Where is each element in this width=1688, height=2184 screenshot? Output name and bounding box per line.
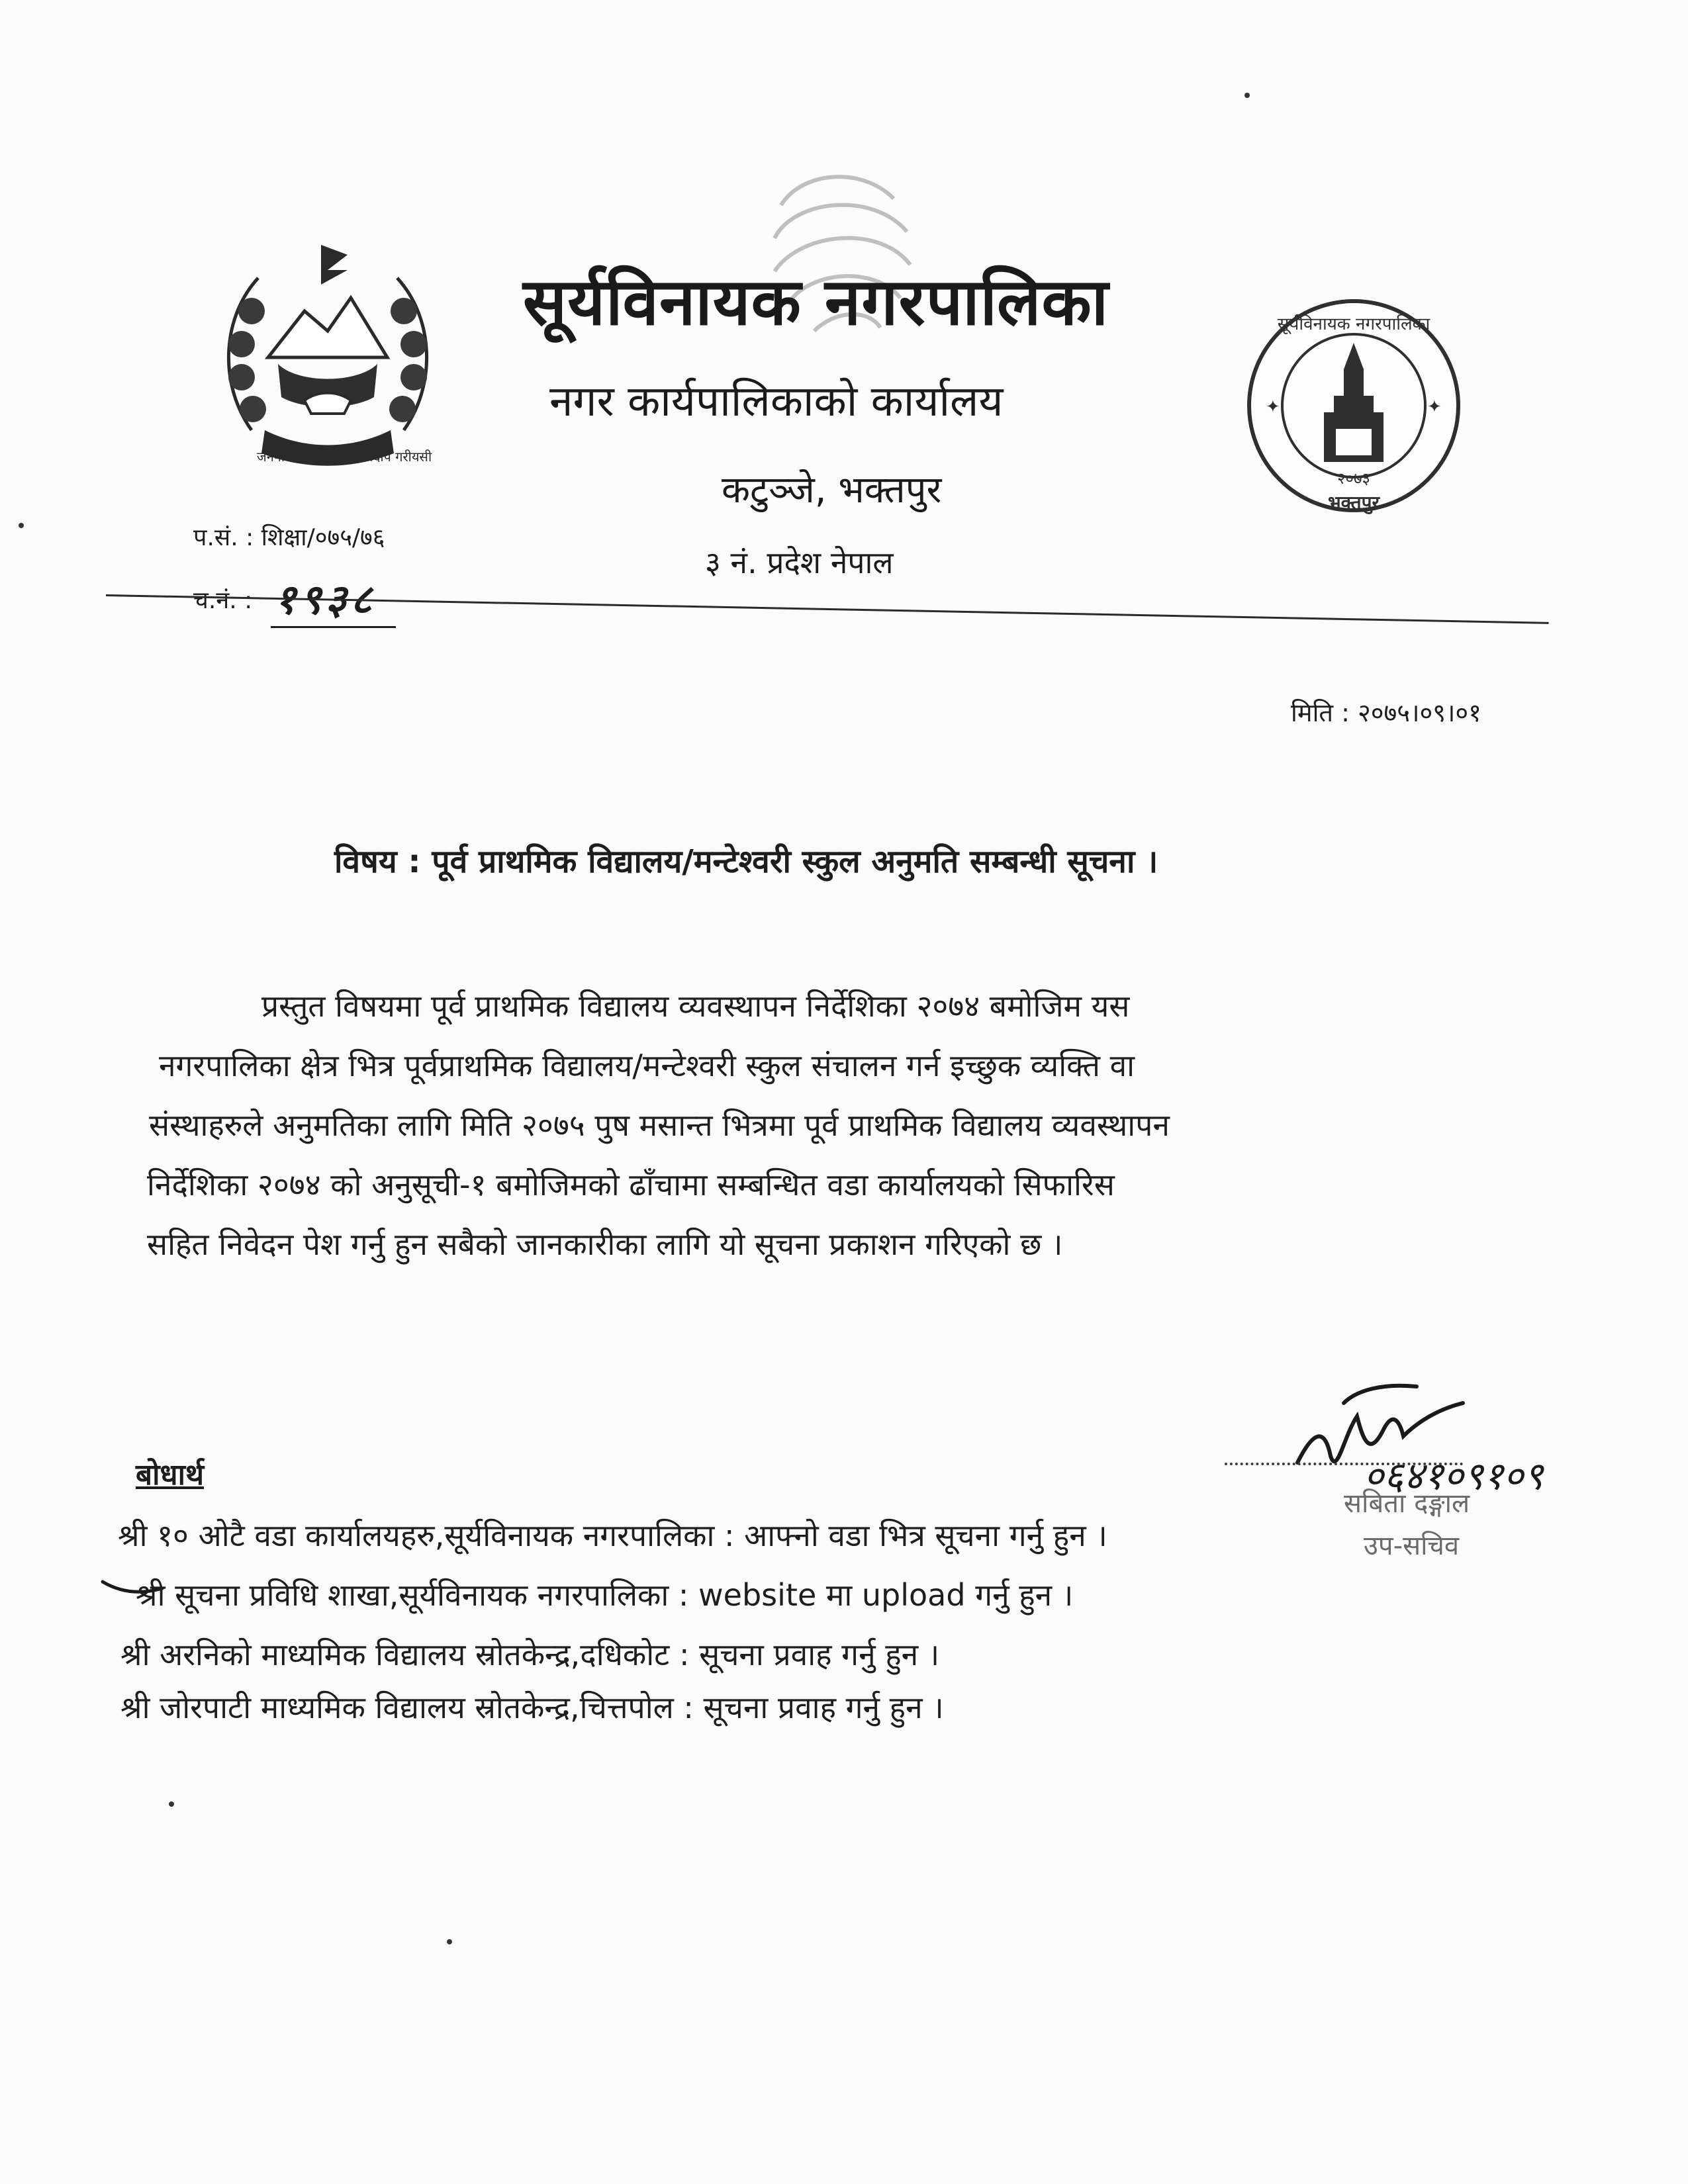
signer-title: उप-सचिव [1364, 1531, 1460, 1561]
scan-speck [1244, 93, 1250, 98]
distribution-item: श्री जोरपाटी माध्यमिक विद्यालय स्रोतकेन्द्र,चित्तपोल : सूचना प्रवाह गर्नु हुन । [120, 1690, 944, 1725]
organization-name: सूर्यविनायक नगरपालिका [523, 265, 1109, 340]
distribution-item: श्री अरनिको माध्यमिक विद्यालय स्रोतकेन्द्र,दधिकोट : सूचना प्रवाह गर्नु हुन । [120, 1637, 940, 1672]
dispatch-label: च.नं. : [193, 587, 253, 614]
body-line: संस्थाहरुले अनुमतिका लागि मिति २०७५ पुष मसान्त भित्रमा पूर्व प्राथमिक विद्यालय व्यवस्थापन [149, 1107, 1170, 1143]
emblem-motto: जननी जन्मभूमिश्च स्वर्गादपि गरीयसी [256, 449, 432, 465]
distribution-item: श्री सूचना प्रविधि शाखा,सूर्यविनायक नगरपालिका : website मा upload गर्नु हुन । [136, 1577, 1074, 1613]
seal-label-bottom: भक्तपुर [1327, 492, 1380, 514]
body-line: नगरपालिका क्षेत्र भित्र पूर्वप्राथमिक विद्यालय/मन्टेश्वरी स्कुल संचालन गर्न इच्छुक व्यक्ति वा [159, 1048, 1135, 1083]
signature-date: ०६४१०९१०९ [1364, 1453, 1544, 1496]
body-line: प्रस्तुत विषयमा पूर्व प्राथमिक विद्यालय व्यवस्थापन निर्देशिका २०७४ बमोजिम यस [261, 988, 1130, 1024]
body-line: निर्देशिका २०७४ को अनुसूची-१ बमोजिमको ढाँचामा सम्बन्धित वडा कार्यालयको सिफारिस [147, 1167, 1115, 1203]
signer-name: सबिता दङ्गाल [1344, 1488, 1470, 1519]
dispatch-number: १९३८ [271, 570, 396, 628]
svg-text:✦: ✦ [1266, 397, 1280, 417]
seal-label-top: सूर्यविनायक नगरपालिका [1277, 314, 1430, 334]
distribution-heading: बोधार्थ [136, 1458, 205, 1492]
letter-date: मिति : २०७५।०९।०१ [1291, 698, 1481, 727]
office-address: कटुञ्जे, भक्तपुर [722, 469, 942, 512]
handwritten-signature-icon [1284, 1363, 1569, 1496]
svg-text:✦: ✦ [1427, 397, 1442, 417]
reference-number: प.सं. : शिक्षा/०७५/७६ [193, 524, 385, 551]
scan-speck [447, 1939, 452, 1944]
body-line: सहित निवेदन पेश गर्नु हुन सबैको जानकारीका लागि यो सूचना प्रकाशन गरिएको छ । [147, 1226, 1063, 1262]
scan-speck [169, 1801, 174, 1807]
scan-speck [19, 523, 24, 528]
office-province: ३ नं. प्रदेश नेपाल [705, 545, 894, 580]
seal-year: २०७३ [1337, 469, 1370, 488]
office-name: नगर कार्यपालिकाको कार्यालय [549, 377, 1004, 426]
distribution-item: श्री १० ओटै वडा कार्यालयहरु,सूर्यविनायक नगरपालिका : आफ्नो वडा भित्र सूचना गर्नु हुन । [118, 1518, 1107, 1553]
signature-line [1225, 1463, 1463, 1465]
letter-subject: विषय : पूर्व प्राथमिक विद्यालय/मन्टेश्वरी स्कुल अनुमति सम्बन्धी सूचना । [334, 843, 1158, 880]
